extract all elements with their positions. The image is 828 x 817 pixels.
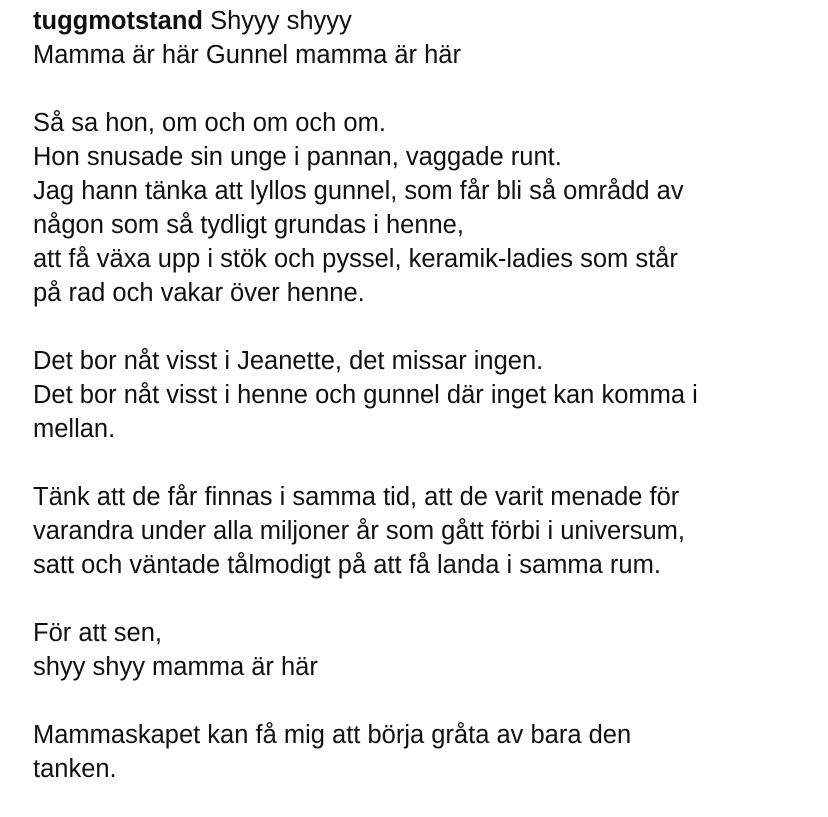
caption-line: att få växa upp i stök och pyssel, keramik-ladies som står bbox=[33, 245, 678, 273]
caption-line: Det bor nåt visst i henne och gunnel där inget kan komma i bbox=[33, 381, 698, 409]
caption-line: någon som så tydligt grundas i henne, bbox=[33, 211, 464, 239]
caption-line: Mamma är här Gunnel mamma är här bbox=[33, 41, 461, 69]
caption-line: Tänk att de får finnas i samma tid, att de varit menade för bbox=[33, 483, 680, 511]
paragraph-gap bbox=[33, 684, 808, 718]
caption-line: Hon snusade sin unge i pannan, vaggade runt. bbox=[33, 143, 562, 171]
paragraph-gap bbox=[33, 310, 808, 344]
caption-line: Det bor nåt visst i Jeanette, det missar ingen. bbox=[33, 347, 544, 375]
caption-line: För att sen, bbox=[33, 619, 162, 647]
paragraph-gap bbox=[33, 582, 808, 616]
caption-line: shyy shyy mamma är här bbox=[33, 653, 318, 681]
caption-line: satt och väntade tålmodigt på att få landa i samma rum. bbox=[33, 551, 661, 579]
post-caption bbox=[33, 4, 808, 786]
caption-line: Jag hann tänka att lyllos gunnel, som får bli så områdd av bbox=[33, 177, 684, 205]
paragraph-gap bbox=[33, 72, 808, 106]
caption-line: Mammaskapet kan få mig att börja gråta av bara den bbox=[33, 721, 632, 749]
username-link[interactable]: tuggmotstand bbox=[33, 7, 203, 35]
paragraph-gap bbox=[33, 446, 808, 480]
caption-line: tanken. bbox=[33, 755, 117, 783]
caption-line: Så sa hon, om och om och om. bbox=[33, 109, 386, 137]
caption-line: på rad och vakar över henne. bbox=[33, 279, 365, 307]
caption-first-text: Shyyy shyyy bbox=[210, 7, 352, 35]
caption-line: varandra under alla miljoner år som gått förbi i universum, bbox=[33, 517, 685, 545]
caption-line: mellan. bbox=[33, 415, 116, 443]
caption-header bbox=[33, 4, 808, 38]
